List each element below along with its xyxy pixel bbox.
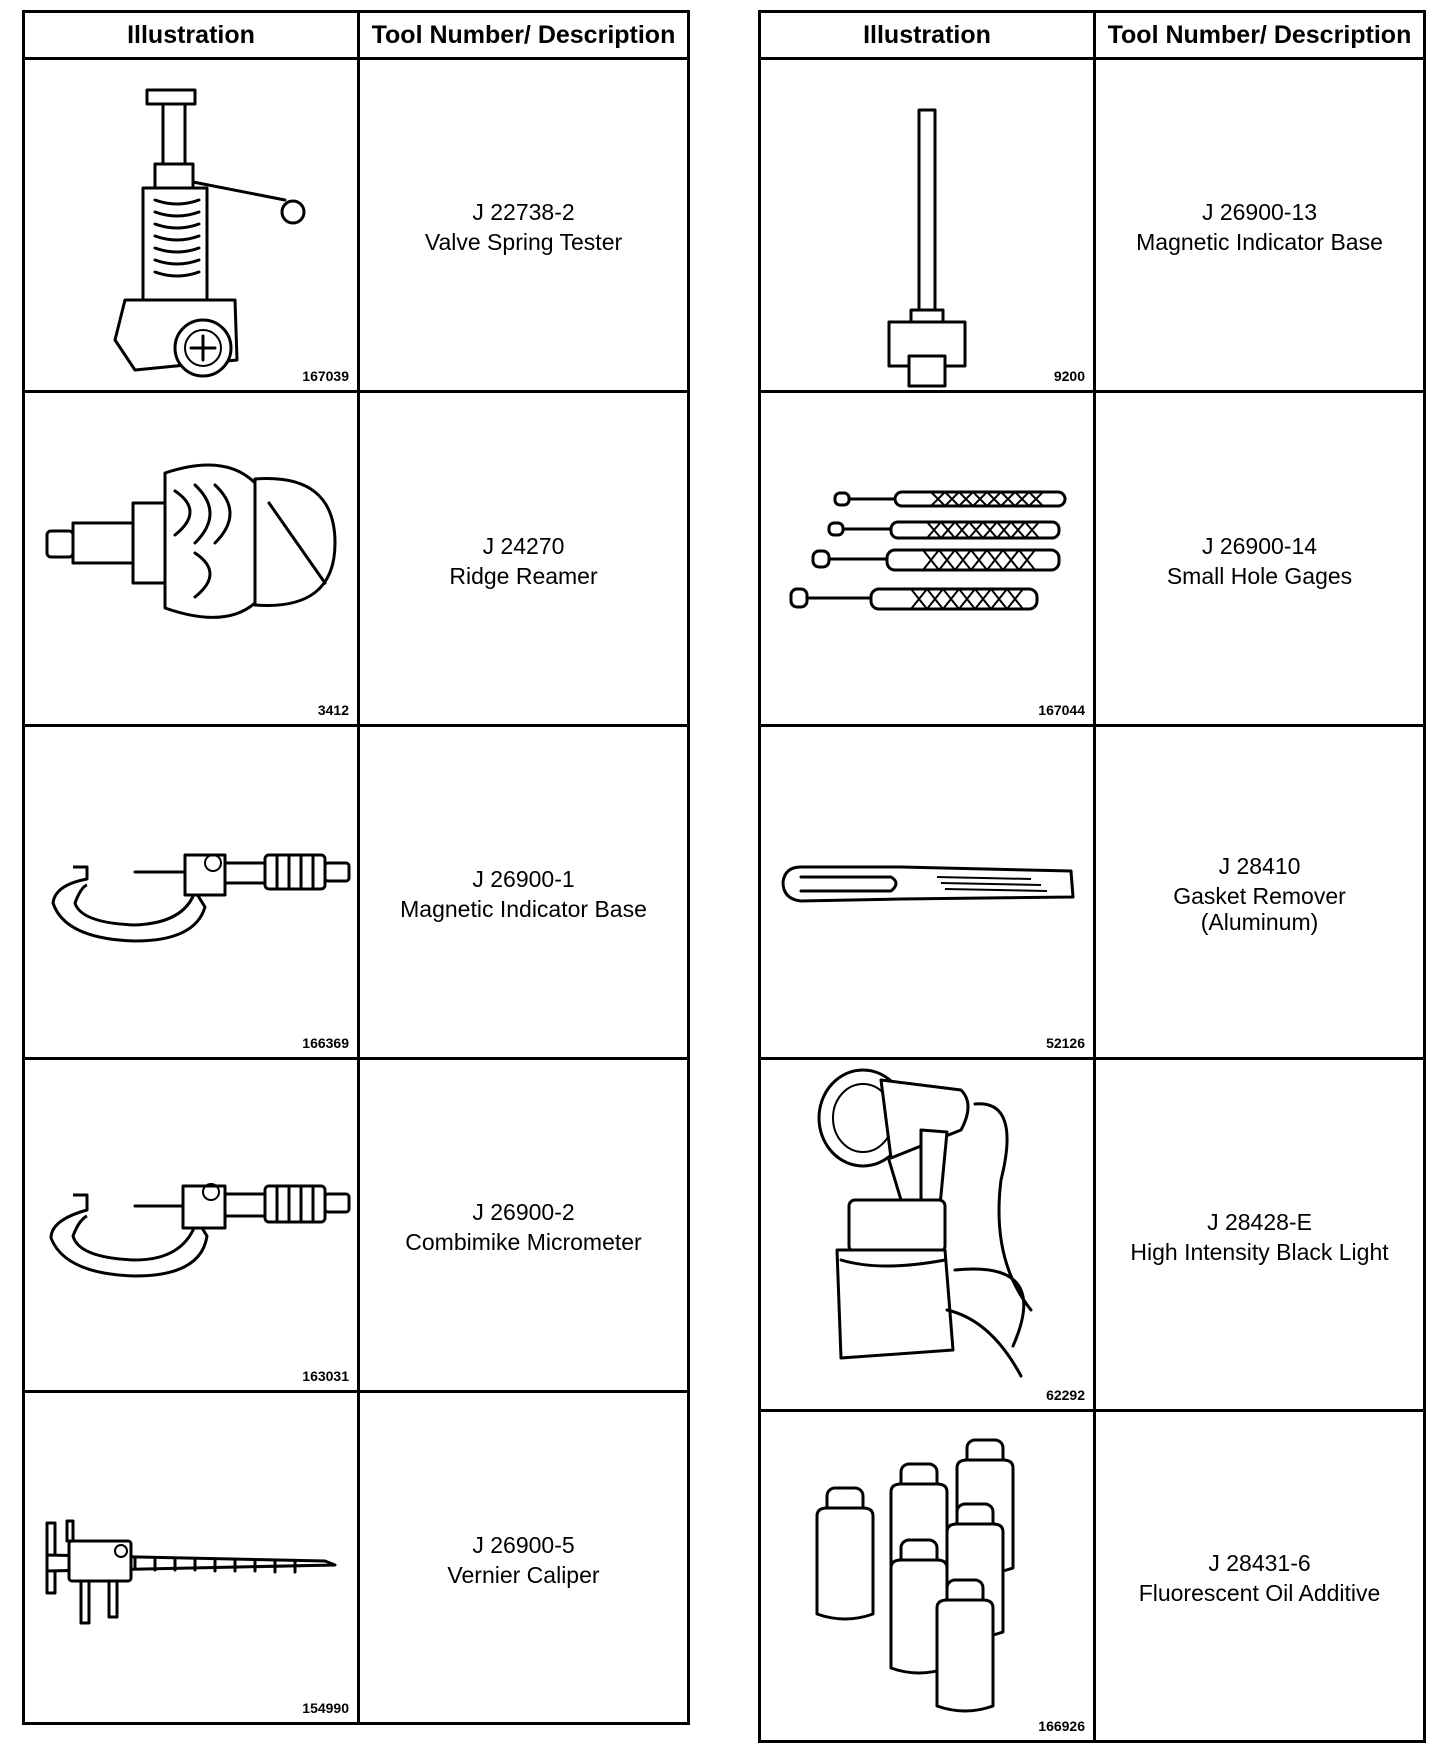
table-row <box>24 726 689 1059</box>
gasket-remover-drawing <box>761 727 1091 1057</box>
figure-number: 154990 <box>302 1700 349 1716</box>
table-row <box>760 1059 1425 1411</box>
black-light-drawing <box>761 1060 1091 1410</box>
table-row <box>24 1059 689 1392</box>
ridge-reamer-illustration <box>24 392 359 726</box>
right-header-row <box>760 12 1425 59</box>
table-row <box>24 59 689 392</box>
left-tool-table <box>22 10 690 1725</box>
micrometer-drawing <box>25 727 355 1057</box>
tool-name: High Intensity Black Light <box>1130 1238 1389 1265</box>
figure-number: 163031 <box>302 1368 349 1384</box>
tool-description <box>1095 59 1425 392</box>
left-header-description: Tool Number/ Description <box>359 12 689 59</box>
tool-number: J 28428-E <box>1207 1208 1312 1235</box>
figure-number: 166926 <box>1038 1718 1085 1734</box>
tool-name: Vernier Caliper <box>447 1561 600 1588</box>
table-row <box>760 726 1425 1059</box>
tool-name: Magnetic Indicator Base <box>1136 229 1383 255</box>
right-header-illustration: Illustration <box>760 12 1095 59</box>
tool-number: J 22738-2 <box>472 199 575 225</box>
tool-number: J 26900-5 <box>472 1531 575 1558</box>
right-tool-table <box>758 10 1426 1743</box>
valve-spring-tester-drawing <box>25 60 355 390</box>
micrometer-drawing <box>25 1060 355 1390</box>
figure-number: 167044 <box>1038 702 1085 718</box>
tool-description <box>359 59 689 392</box>
magnetic-indicator-base-illustration <box>24 726 359 1059</box>
tool-description <box>359 1392 689 1724</box>
table-row <box>760 392 1425 726</box>
magnetic-indicator-base-illustration <box>760 59 1095 392</box>
figure-number: 166369 <box>302 1035 349 1051</box>
vernier-caliper-drawing <box>25 1393 355 1723</box>
tool-number: J 28410 <box>1218 853 1301 879</box>
tool-name: Gasket Remover (Aluminum) <box>1173 883 1346 935</box>
tool-description <box>1095 392 1425 726</box>
figure-number: 62292 <box>1046 1387 1085 1403</box>
tool-description <box>1095 1411 1425 1742</box>
tool-number: J 26900-2 <box>472 1199 575 1225</box>
tool-name: Ridge Reamer <box>449 562 598 589</box>
right-header-description: Tool Number/ Description <box>1095 12 1425 59</box>
tool-description <box>1095 726 1425 1059</box>
tool-description <box>359 392 689 726</box>
figure-number: 3412 <box>317 702 349 718</box>
table-row <box>760 59 1425 392</box>
small-hole-gages-illustration <box>760 392 1095 726</box>
vernier-caliper-illustration <box>24 1392 359 1724</box>
combimike-micrometer-illustration <box>24 1059 359 1392</box>
tool-name: Small Hole Gages <box>1166 562 1353 589</box>
table-row <box>24 1392 689 1724</box>
tool-name: Fluorescent Oil Additive <box>1138 1580 1381 1606</box>
black-light-illustration <box>760 1059 1095 1411</box>
oil-bottles-drawing <box>761 1412 1091 1742</box>
tool-description <box>359 726 689 1059</box>
small-hole-gages-drawing <box>761 393 1091 723</box>
tool-name: Combimike Micrometer <box>405 1229 642 1255</box>
tool-description <box>1095 1059 1425 1411</box>
tool-number: J 26900-14 <box>1201 532 1318 559</box>
left-header-row <box>24 12 689 59</box>
left-header-illustration: Illustration <box>24 12 359 59</box>
fluorescent-oil-additive-illustration <box>760 1411 1095 1742</box>
figure-number: 52126 <box>1046 1035 1085 1051</box>
tool-number: J 26900-1 <box>472 866 575 892</box>
tool-description <box>359 1059 689 1392</box>
figure-number: 9200 <box>1053 368 1085 384</box>
tool-name: Magnetic Indicator Base <box>400 896 647 922</box>
tool-number: J 26900-13 <box>1201 199 1318 225</box>
ridge-reamer-drawing <box>25 393 355 723</box>
table-row <box>760 1411 1425 1742</box>
table-row <box>24 392 689 726</box>
tool-number: J 28431-6 <box>1208 1550 1311 1576</box>
tool-number: J 24270 <box>482 532 565 559</box>
magnetic-base-drawing <box>761 60 1091 390</box>
valve-spring-tester-illustration <box>24 59 359 392</box>
figure-number: 167039 <box>302 368 349 384</box>
tool-name: Valve Spring Tester <box>424 229 623 255</box>
gasket-remover-illustration <box>760 726 1095 1059</box>
